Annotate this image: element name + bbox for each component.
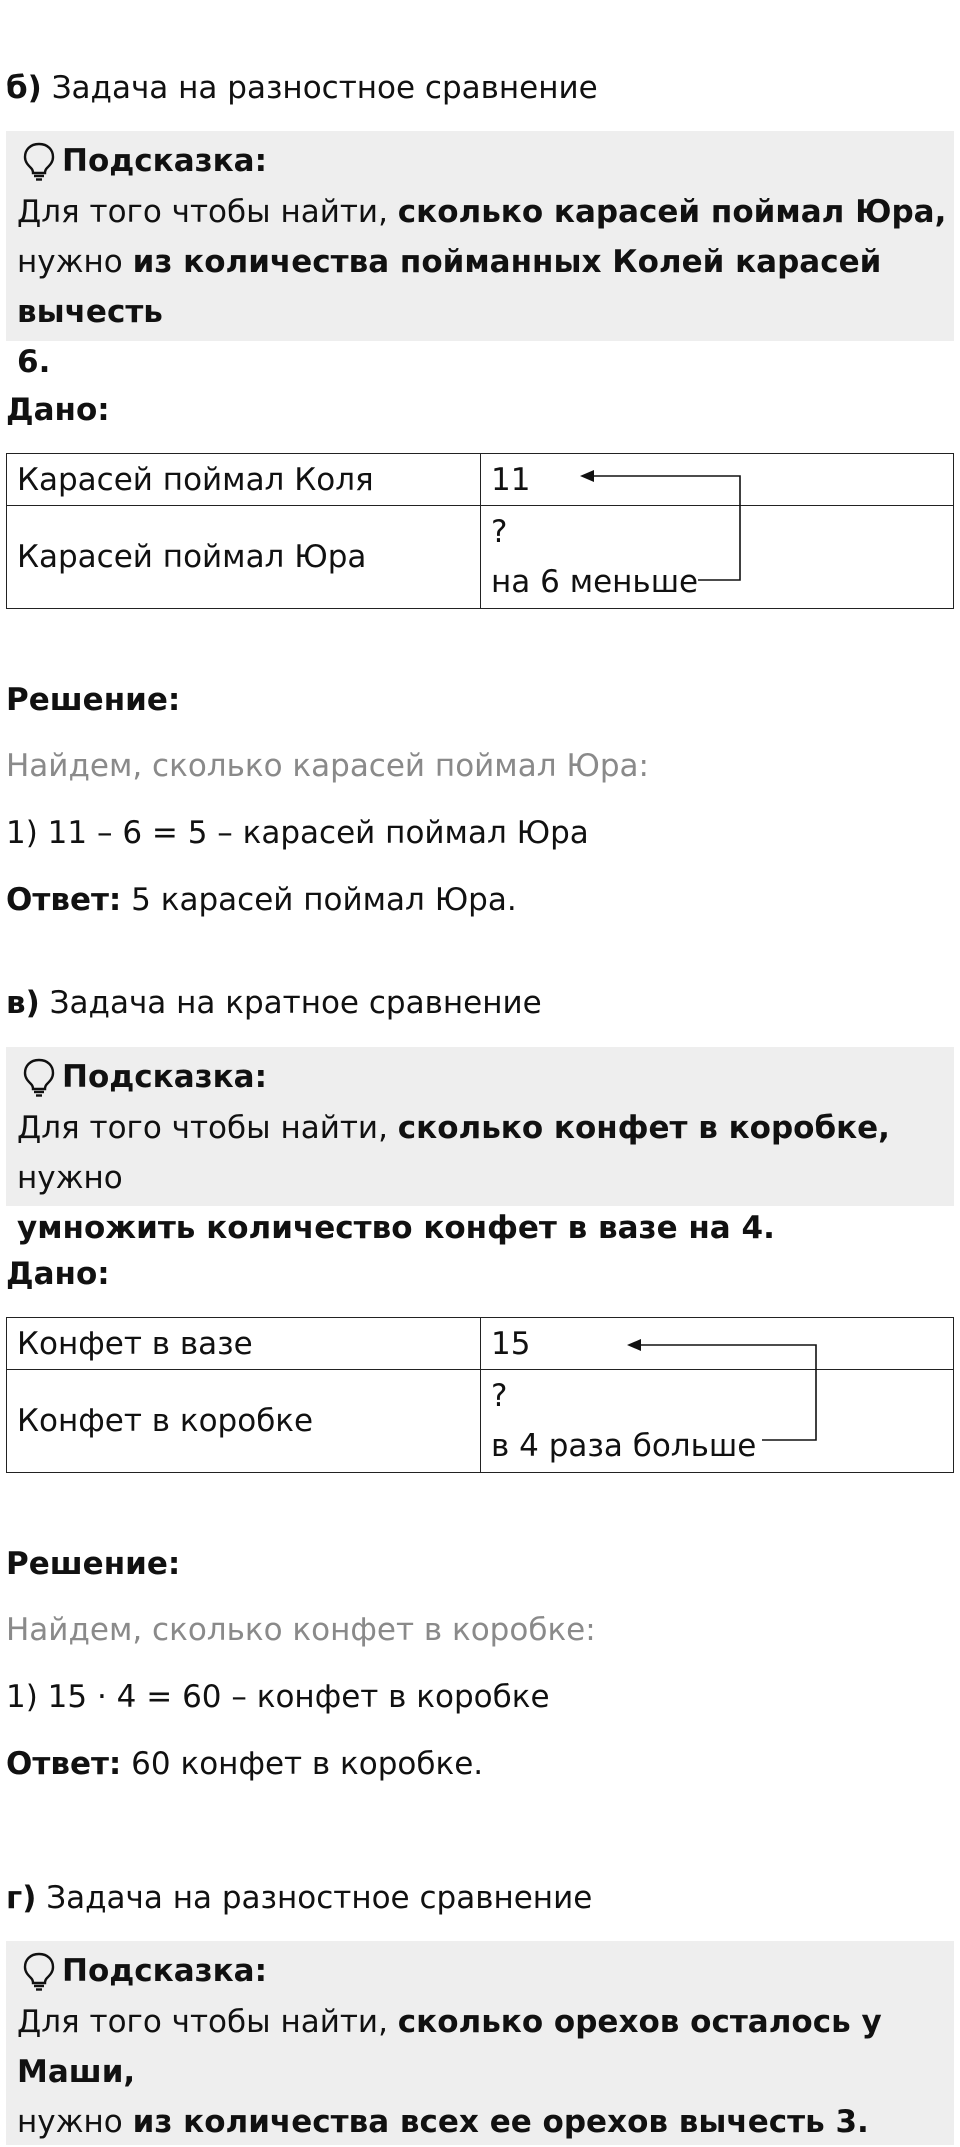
section-title: Задача на разностное сравнение <box>51 70 598 106</box>
hint-box <box>6 1941 954 2145</box>
hint-text-bold: сколько конфет в коробке, <box>397 1110 890 1146</box>
unknown-value: ? <box>491 1378 508 1414</box>
lightbulb-icon <box>22 1951 56 1991</box>
hint-text-bold: из количества всех ее орехов вычесть 3. <box>132 2104 869 2140</box>
solution-label: Решение: <box>6 1546 181 1582</box>
hint-text <box>17 1997 954 2147</box>
hint-text-plain: Для того чтобы найти, <box>17 1110 398 1146</box>
solution-intro: Найдем, сколько конфет в коробке: <box>6 1612 596 1648</box>
relation-text: в 4 раза больше <box>491 1428 757 1464</box>
answer-text: 60 конфет в коробке. <box>121 1746 484 1782</box>
relation-text: на 6 меньше <box>491 564 699 600</box>
answer-label: Ответ: <box>6 882 122 918</box>
table-cell-label: Карасей поймал Коля <box>7 454 481 506</box>
hint-text-bold: умножить количество конфет в вазе на 4. <box>17 1210 775 1246</box>
hint-text-bold: сколько карасей поймал Юра, <box>397 194 947 230</box>
answer-text: 5 карасей поймал Юра. <box>121 882 517 918</box>
hint-text-bold: из количества пойманных Колей карасей вычесть <box>17 244 882 330</box>
answer-label: Ответ: <box>6 1746 122 1782</box>
hint-text-plain: нужно <box>17 1160 123 1196</box>
hint-title: Подсказка: <box>62 1953 267 1989</box>
given-label: Дано: <box>6 1256 110 1292</box>
answer-line <box>6 1739 483 1789</box>
hint-text-bold: 6. <box>17 344 51 380</box>
hint-text-plain: Для того чтобы найти, <box>17 194 398 230</box>
hint-text-plain: нужно <box>17 2104 133 2140</box>
table-cell-label: Карасей поймал Юра <box>7 506 481 609</box>
unknown-value: ? <box>491 514 508 550</box>
section-title: Задача на разностное сравнение <box>46 1880 593 1916</box>
table-cell-value: 11 <box>481 454 954 506</box>
section-letter: б) <box>6 70 42 106</box>
section-letter: г) <box>6 1880 37 1916</box>
section-title: Задача на кратное сравнение <box>49 985 542 1021</box>
hint-title: Подсказка: <box>62 143 267 179</box>
hint-text-bold: сколько орехов осталось у Маши, <box>17 2004 882 2090</box>
table-cell-label: Конфет в вазе <box>7 1318 481 1370</box>
section-letter: в) <box>6 985 40 1021</box>
hint-header <box>22 1949 267 1993</box>
hint-title: Подсказка: <box>62 1059 267 1095</box>
hint-text-plain: Для того чтобы найти, <box>17 2004 398 2040</box>
table-cell-label: Конфет в коробке <box>7 1370 481 1473</box>
solution-step: 1) 15 · 4 = 60 – конфет в коробке <box>6 1679 550 1715</box>
given-label: Дано: <box>6 392 110 428</box>
solution-step: 1) 11 – 6 = 5 – карасей поймал Юра <box>6 815 589 851</box>
solution-label: Решение: <box>6 682 181 718</box>
section-g-heading <box>6 1873 592 1923</box>
hint-text-plain: нужно <box>17 244 133 280</box>
table-cell-value: 15 <box>481 1318 954 1370</box>
solution-intro: Найдем, сколько карасей поймал Юра: <box>6 748 649 784</box>
